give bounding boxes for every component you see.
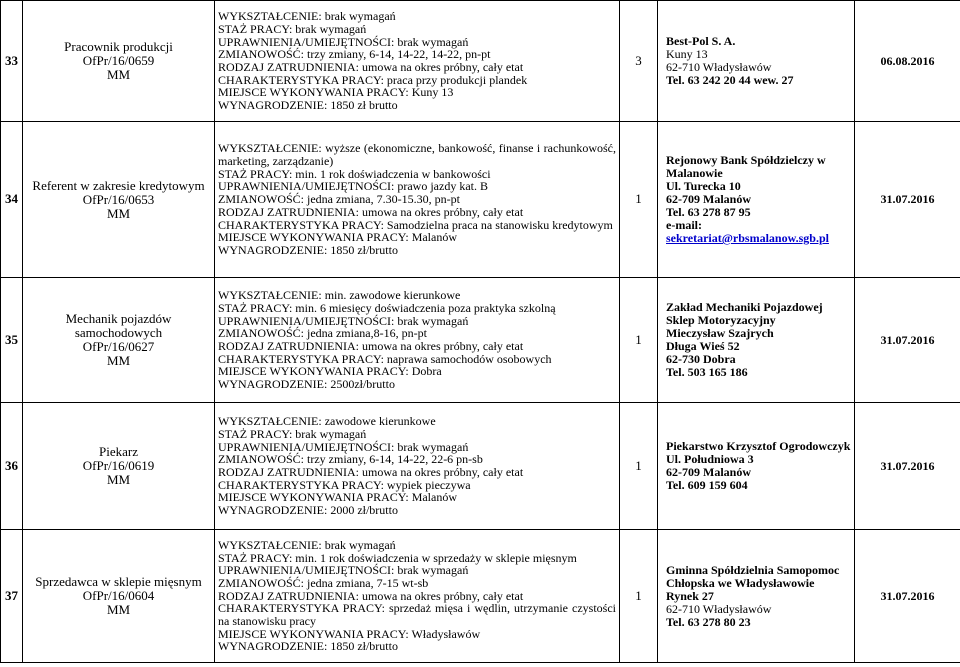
requirement-line: ZMIANOWOŚĆ: jedna zmiana, 7-15 wt-sb — [218, 575, 429, 590]
position-title: Pracownik produkcji — [64, 39, 173, 54]
requirement-line: ZMIANOWOŚĆ: jedna zmiana,8-16, pn-pt — [218, 326, 427, 341]
requirement-line: UPRAWNIENIA/UMIEJĘTNOŚCI: brak wymagań — [218, 313, 469, 328]
employer-line: Piekarstwo Krzysztof Ogrodowczyk — [666, 439, 851, 453]
requirement-line: UPRAWNIENIA/UMIEJĘTNOŚCI: brak wymagań — [218, 34, 469, 49]
requirements-cell — [215, 530, 620, 663]
employer-line: 62-710 Władysławów — [666, 601, 772, 616]
requirement-line: WYNAGRODZENIE: 2000 zł/brutto — [218, 503, 398, 518]
position-title: Mechanik pojazdów samochodowych — [65, 311, 172, 340]
requirements-cell — [215, 278, 620, 403]
employer-cell — [658, 1, 855, 122]
position-cell — [23, 530, 215, 663]
position-code: OfPr/16/0604 — [82, 588, 155, 603]
employer-line: Kuny 13 — [666, 47, 708, 61]
table-row — [1, 403, 960, 530]
requirement-line: CHARAKTERYSTYKA PRACY: praca przy produkcji plandek — [218, 72, 528, 87]
vacancy-count: 1 — [620, 278, 658, 403]
requirement-line: WYKSZTAŁCENIE: zawodowe kierunkowe — [218, 414, 436, 429]
employer-line: Ul. Turecka 10 — [666, 179, 741, 193]
requirement-line: MIEJSCE WYKONYWANIA PRACY: Malanów — [218, 490, 458, 505]
employer-line: 62-709 Malanów — [666, 465, 751, 479]
offer-date: 31.07.2016 — [855, 530, 960, 663]
vacancy-count: 3 — [620, 1, 658, 122]
requirement-line: RODZAJ ZATRUDNIENIA: umowa na okres próbny, cały etat — [218, 588, 524, 603]
requirement-line: RODZAJ ZATRUDNIENIA: umowa na okres próbny, cały etat — [218, 465, 524, 479]
requirement-line: ZMIANOWOŚĆ: trzy zmiany, 6-14, 14-22, 22-6 pn-sb — [218, 452, 483, 467]
requirement-line: ZMIANOWOŚĆ: jedna zmiana, 7.30-15.30, pn-pt — [218, 192, 460, 207]
position-title: Referent w zakresie kredytowym — [32, 177, 205, 193]
employer-line: Tel. 63 242 20 44 wew. 27 — [666, 73, 794, 87]
requirement-line: STAŻ PRACY: brak wymagań — [218, 426, 367, 441]
offer-number: 34 — [1, 122, 23, 278]
email-link[interactable]: sekretariat@rbsmalanow.sgb.pl — [666, 231, 829, 245]
requirement-line: ZMIANOWOŚĆ: trzy zmiany, 6-14, 14-22, 14-22, pn-pt — [218, 47, 491, 62]
employer-line: Tel. 609 159 604 — [666, 478, 748, 492]
vacancy-count: 1 — [620, 403, 658, 530]
requirements-cell — [215, 122, 620, 278]
employer-cell — [658, 530, 855, 663]
employer-line: Zakład Mechaniki Pojazdowej — [666, 300, 823, 314]
requirement-line: CHARAKTERYSTYKA PRACY: naprawa samochodów osobowych — [218, 351, 552, 366]
table-row — [1, 1, 960, 122]
offer-date: 31.07.2016 — [855, 278, 960, 403]
employer-line: Tel. 503 165 186 — [666, 365, 748, 379]
requirement-line: STAŻ PRACY: min. 1 rok doświadczenia w bankowości — [218, 166, 491, 181]
requirement-line: MIEJSCE WYKONYWANIA PRACY: Kuny 13 — [218, 85, 454, 100]
employer-line: Sklep Motoryzacyjny — [666, 313, 776, 327]
position-cell — [23, 1, 215, 122]
requirement-line: RODZAJ ZATRUDNIENIA: umowa na okres próbny, cały etat — [218, 204, 524, 219]
offer-date: 31.07.2016 — [855, 122, 960, 278]
employer-line: Tel. 63 278 87 95 — [666, 205, 751, 219]
employer-cell — [658, 122, 855, 278]
position-title: Sprzedawca w sklepie mięsnym — [35, 574, 202, 589]
requirement-line: WYKSZTAŁCENIE: min. zawodowe kierunkowe — [218, 288, 461, 303]
requirement-line: STAŻ PRACY: min. 6 miesięcy doświadczenia poza praktyka szkolną — [218, 300, 556, 315]
position-mm: MM — [106, 353, 131, 368]
requirement-line: UPRAWNIENIA/UMIEJĘTNOŚCI: prawo jazdy kat. B — [218, 179, 488, 194]
requirement-line: UPRAWNIENIA/UMIEJĘTNOŚCI: brak wymagań — [218, 439, 469, 454]
offer-date: 06.08.2016 — [855, 1, 960, 122]
requirement-line: MIEJSCE WYKONYWANIA PRACY: Dobra — [218, 364, 442, 379]
requirement-line: CHARAKTERYSTYKA PRACY: sprzedaż mięsa i wędlin, utrzymanie czystości na stanowisku pracy — [218, 601, 616, 629]
position-code: OfPr/16/0653 — [82, 191, 155, 207]
position-mm: MM — [106, 67, 131, 82]
requirement-line: RODZAJ ZATRUDNIENIA: umowa na okres próbny, cały etat — [218, 60, 524, 74]
position-cell — [23, 278, 215, 403]
offer-number: 35 — [1, 278, 23, 403]
vacancy-count: 1 — [620, 122, 658, 278]
position-mm: MM — [106, 205, 131, 221]
employer-line: Ul. Południowa 3 — [666, 452, 754, 466]
employer-line: e-mail: — [666, 218, 702, 232]
employer-line: 62-709 Malanów — [666, 192, 751, 206]
employer-line: Długa Wieś 52 — [666, 339, 740, 353]
position-code: OfPr/16/0659 — [82, 53, 155, 68]
requirement-line: MIEJSCE WYKONYWANIA PRACY: Władysławów — [218, 626, 481, 641]
requirement-line: WYNAGRODZENIE: 1850 zł brutto — [218, 98, 398, 113]
requirement-line: CHARAKTERYSTYKA PRACY: Samodzielna praca na stanowisku kredytowym — [218, 217, 613, 232]
position-mm: MM — [106, 472, 131, 487]
offer-number: 37 — [1, 530, 23, 663]
employer-line: Rynek 27 — [666, 588, 714, 603]
position-title: Piekarz — [99, 444, 138, 459]
table-row — [1, 530, 960, 663]
position-code: OfPr/16/0627 — [82, 339, 155, 354]
requirement-line: WYNAGRODZENIE: 1850 zł/brutto — [218, 242, 398, 257]
employer-line: Best-Pol S. A. — [666, 34, 736, 48]
employer-line: Rejonowy Bank Spółdzielczy w Malanowie — [666, 153, 826, 180]
vacancy-count: 1 — [620, 530, 658, 663]
employer-line: Mieczysław Szajrych — [666, 326, 774, 340]
offer-number: 33 — [1, 1, 23, 122]
employer-cell — [658, 278, 855, 403]
requirement-line: CHARAKTERYSTYKA PRACY: wypiek pieczywa — [218, 477, 471, 492]
table-row — [1, 278, 960, 403]
offer-number: 36 — [1, 403, 23, 530]
requirement-line: RODZAJ ZATRUDNIENIA: umowa na okres próbny, cały etat — [218, 339, 524, 353]
employer-line: 62-710 Władysławów — [666, 60, 772, 74]
position-cell — [23, 122, 215, 278]
employer-cell — [658, 403, 855, 530]
requirements-cell — [215, 1, 620, 122]
employer-line: 62-730 Dobra — [666, 352, 736, 366]
position-mm: MM — [106, 602, 131, 617]
requirement-line: WYKSZTAŁCENIE: brak wymagań — [218, 537, 396, 552]
requirement-line: STAŻ PRACY: min. 1 rok doświadczenia w sprzedaży w sklepie mięsnym — [218, 550, 577, 565]
employer-line: Gminna Spółdzielnia Samopomoc Chłopska we Władysławowie — [666, 562, 840, 590]
requirement-line: WYNAGRODZENIE: 1850 zł/brutto — [218, 639, 398, 654]
requirement-line: UPRAWNIENIA/UMIEJĘTNOŚCI: brak wymagań — [218, 563, 469, 578]
requirement-line: WYNAGRODZENIE: 2500zł/brutto — [218, 377, 395, 392]
requirement-line: WYKSZTAŁCENIE: brak wymagań — [218, 9, 396, 24]
table-row — [1, 122, 960, 278]
employer-line: Tel. 63 278 80 23 — [666, 614, 751, 629]
requirement-line: WYKSZTAŁCENIE: wyższe (ekonomiczne, bankowość, finanse i rachunkowość, marketing, zarządzanie) — [218, 141, 616, 169]
position-code: OfPr/16/0619 — [82, 458, 155, 473]
requirements-cell — [215, 403, 620, 530]
position-cell — [23, 403, 215, 530]
requirement-line: MIEJSCE WYKONYWANIA PRACY: Malanów — [218, 230, 458, 245]
requirement-line: STAŻ PRACY: brak wymagań — [218, 21, 367, 36]
offer-date: 31.07.2016 — [855, 403, 960, 530]
